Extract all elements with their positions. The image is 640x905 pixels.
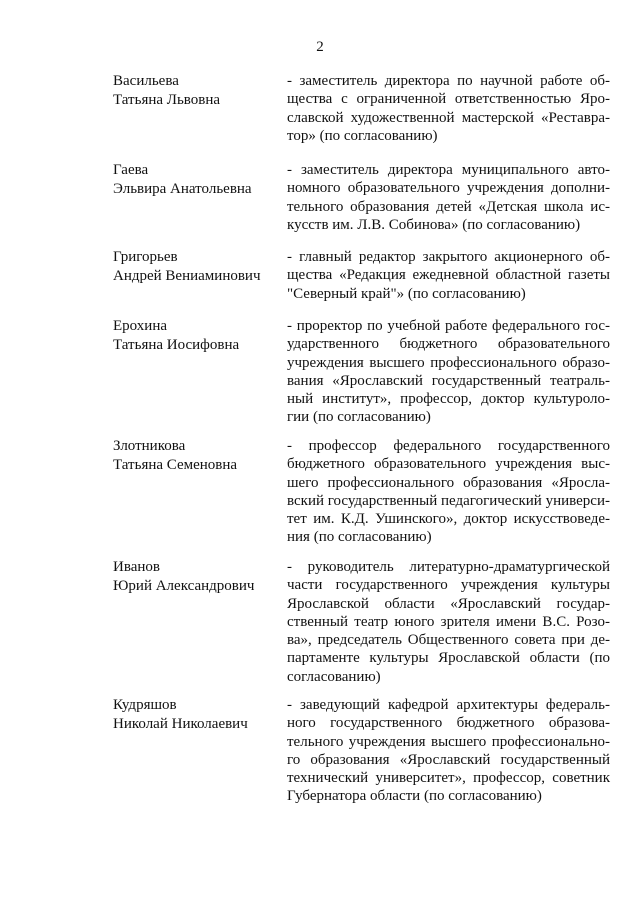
member-given-name: Татьяна Иосифовна	[113, 336, 240, 353]
position-line: ственный театр юного зрителя имени В.С. Розо-	[287, 613, 610, 630]
member-surname: Злотникова	[113, 438, 186, 454]
member-given-name: Николай Николаевич	[113, 715, 248, 732]
position-line: тет им. К.Д. Ушинского», доктор искусствоведе-	[287, 511, 610, 528]
member-position	[287, 72, 610, 145]
position-line: - главный редактор закрытого акционерного об-	[287, 249, 610, 265]
member-name	[113, 72, 283, 109]
member-name	[113, 161, 283, 198]
position-line: технический университет», профессор, советник	[287, 770, 610, 787]
position-line: ный институт», профессор, доктор культуроло-	[287, 391, 610, 408]
member-name	[113, 248, 283, 285]
position-line: "Северный край"» (по согласованию)	[287, 285, 526, 302]
position-line: - заведующий кафедрой архитектуры федераль-	[287, 697, 610, 713]
member-name	[113, 558, 283, 595]
member-surname: Григорьев	[113, 249, 178, 265]
position-line: - проректор по учебной работе федерального гос-	[287, 318, 610, 334]
member-given-name: Юрий Александрович	[113, 577, 255, 594]
position-line: вский государственный педагогический универси-	[287, 492, 610, 509]
position-line: ного государственного бюджетного образова-	[287, 715, 610, 732]
position-line: Ярославской области «Ярославский государ-	[287, 595, 610, 612]
member-position	[287, 558, 610, 686]
position-line: славской художественной мастерской «Реставра-	[287, 109, 610, 126]
position-line: вания «Ярославский государственный театраль-	[287, 372, 610, 389]
position-line: бюджетного образовательного учреждения выс-	[287, 456, 610, 473]
member-name	[113, 317, 283, 354]
member-surname: Гаева	[113, 162, 149, 178]
position-line: Губернатора области (по согласованию)	[287, 788, 542, 805]
position-line: шего профессионального образования «Яросла-	[287, 474, 610, 491]
position-line: учреждения высшего профессионального образо-	[287, 354, 610, 371]
member-given-name: Татьяна Семеновна	[113, 456, 238, 473]
page-number: 2	[316, 39, 324, 55]
member-surname: Ерохина	[113, 318, 168, 334]
position-line: тельного учреждения высшего профессионально-	[287, 733, 610, 750]
position-line: ва», председатель Общественного совета при де-	[287, 632, 610, 649]
position-line: щества с ограниченной ответственностью Яро-	[287, 91, 610, 108]
position-line: ния (по согласованию)	[287, 529, 432, 546]
member-position	[287, 317, 610, 427]
position-line: - заместитель директора муниципального авто-	[287, 162, 610, 178]
member-position	[287, 248, 610, 303]
position-line: ударственного бюджетного образовательного	[287, 336, 610, 353]
position-line: гии (по согласованию)	[287, 409, 431, 426]
member-position	[287, 437, 610, 547]
position-line: номного образовательного учреждения дополни-	[287, 180, 610, 197]
position-line: - заместитель директора по научной работе об-	[287, 73, 610, 89]
position-line: - руководитель литературно-драматургической	[287, 559, 610, 575]
position-line: тельного образования детей «Детская школа ис-	[287, 198, 610, 215]
position-line: согласованию)	[287, 668, 381, 685]
member-surname: Иванов	[113, 559, 160, 575]
member-given-name: Эльвира Анатольевна	[113, 180, 252, 197]
member-position	[287, 696, 610, 806]
position-line: партаменте культуры Ярославской области (по	[287, 650, 610, 667]
position-line: тор» (по согласованию)	[287, 127, 438, 144]
position-line: щества «Редакция ежедневной областной газеты	[287, 267, 610, 284]
position-line: го образования «Ярославский государственный	[287, 751, 610, 768]
position-line: части государственного учреждения культуры	[287, 577, 610, 594]
member-name	[113, 696, 283, 733]
member-surname: Васильева	[113, 73, 179, 89]
member-name	[113, 437, 283, 474]
position-line: кусств им. Л.В. Собинова» (по согласованию)	[287, 216, 581, 233]
member-surname: Кудряшов	[113, 697, 177, 713]
member-given-name: Татьяна Львовна	[113, 91, 221, 108]
position-line: - профессор федерального государственного	[287, 438, 610, 454]
member-given-name: Андрей Вениаминович	[113, 267, 261, 284]
member-position	[287, 161, 610, 234]
